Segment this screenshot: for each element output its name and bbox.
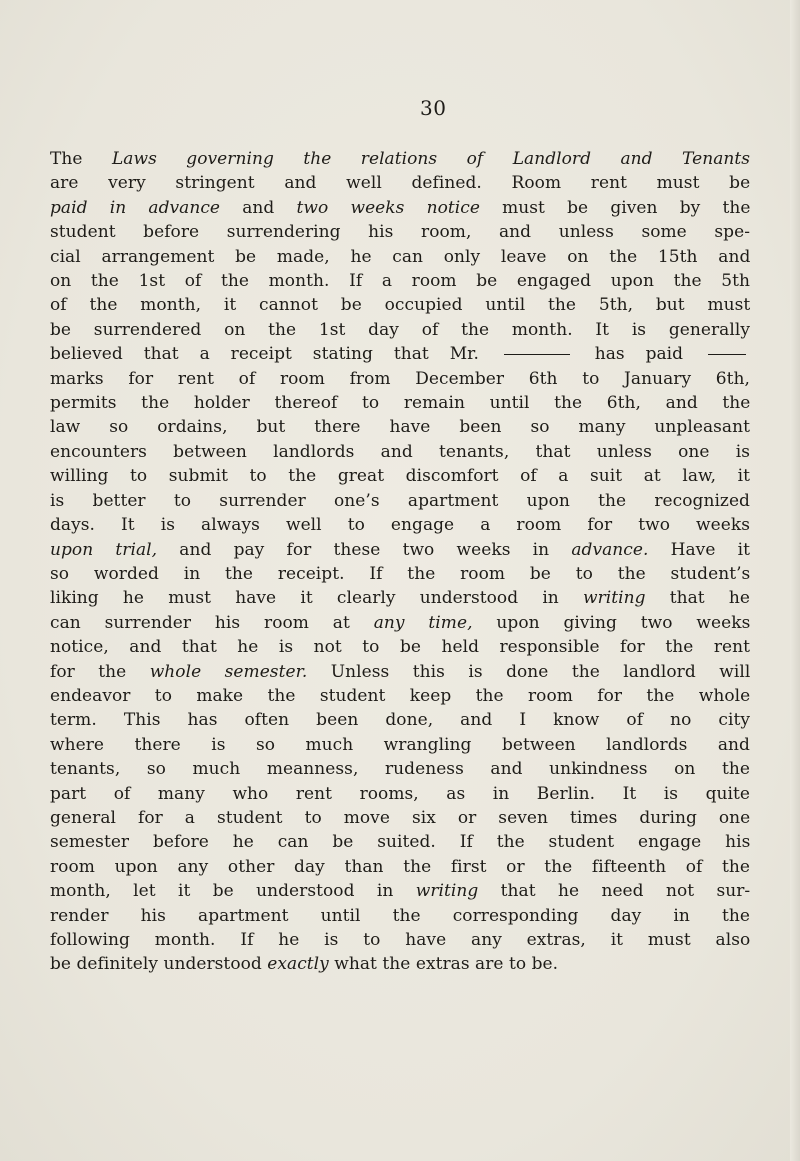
text-line: [50, 513, 750, 537]
text-run: Have it: [648, 539, 751, 560]
text-run: semester before he can be suited. If the student engage his: [50, 832, 751, 853]
text-run: days. It is always well to engage a room for two weeks: [50, 515, 750, 536]
text-run: tenants, so much meanness, rudeness and unkindness on the: [50, 759, 750, 780]
italic-text: writing: [582, 588, 646, 609]
text-run: and pay for these two weeks in: [157, 539, 572, 560]
text-run: permits the holder thereof to remain until the 6th, and the: [50, 393, 751, 414]
text-line: [50, 489, 750, 513]
text-run: term. This has often been done, and I know of no city: [50, 710, 750, 731]
page-number: 30: [420, 96, 447, 120]
text-run: believed that a receipt stating that Mr.: [50, 344, 500, 365]
text-run: render his apartment until the corresponding day in the: [50, 905, 750, 926]
text-run: endeavor to make the student keep the room for the whole: [50, 685, 751, 706]
text-run: Unless this is done the landlord will: [307, 661, 751, 682]
text-run: law so ordains, but there have been so many unpleasant: [50, 417, 750, 438]
text-line: [50, 464, 750, 488]
text-run: liking he must have it clearly understood in: [50, 588, 583, 609]
text-line: [50, 952, 750, 976]
text-line: [50, 782, 750, 806]
text-line: [50, 611, 750, 635]
text-line: [50, 757, 750, 781]
text-line: [50, 171, 750, 195]
text-line: [50, 879, 750, 903]
italic-text: upon trial,: [50, 539, 158, 560]
text-run: marks for rent of room from December 6th to January 6th,: [50, 368, 750, 389]
text-line: [50, 220, 750, 244]
text-run: cial arrangement be made, he can only leave on the 15th and: [50, 246, 751, 267]
text-line: [50, 733, 750, 757]
text-line: [50, 293, 750, 317]
text-line: [50, 562, 750, 586]
text-run: what the extras are to be.: [328, 954, 559, 975]
text-line: [50, 708, 750, 732]
text-run: room upon any other day than the first or the fifteenth of the: [50, 856, 750, 877]
blank-dash: [504, 354, 570, 355]
text-line: [50, 586, 750, 610]
text-run: part of many who rent rooms, as in Berlin. It is quite: [50, 783, 751, 804]
text-run: notice, and that he is not to be held responsible for the rent: [50, 637, 750, 658]
text-line: [50, 635, 750, 659]
italic-text: whole semester.: [149, 661, 308, 682]
text-run: for the: [50, 661, 150, 682]
text-line: [50, 269, 750, 293]
text-run: student before surrendering his room, and unless some spe-: [50, 222, 750, 243]
text-run: has paid: [573, 344, 704, 365]
text-line: [50, 855, 750, 879]
text-run: upon giving two weeks: [472, 612, 751, 633]
text-line: [50, 196, 750, 220]
text-run: willing to submit to the great discomfort of a suit at law, it: [50, 466, 750, 487]
text-line: [50, 904, 750, 928]
text-run: be definitely understood: [50, 954, 268, 975]
text-line: [50, 830, 750, 854]
text-run: encounters between landlords and tenants, that unless one is: [50, 441, 750, 462]
text-line: [50, 684, 750, 708]
text-line: [50, 318, 750, 342]
text-run: so worded in the receipt. If the room be to the student’s: [50, 563, 751, 584]
text-line: [50, 440, 750, 464]
body-paragraph: [50, 147, 750, 977]
text-run: that he need not sur-: [478, 881, 751, 902]
text-run: are very stringent and well defined. Room rent must be: [50, 173, 751, 194]
text-run: of the month, it cannot be occupied until the 5th, but must: [50, 295, 751, 316]
text-run: is better to surrender one’s apartment upon the recognized: [50, 490, 750, 511]
text-line: [50, 538, 750, 562]
text-line: [50, 367, 750, 391]
blank-dash: [708, 354, 746, 355]
text-run: must be given by the: [479, 197, 751, 218]
text-run: where there is so much wrangling between landlords and: [50, 734, 750, 755]
text-line: [50, 391, 750, 415]
text-run: The: [50, 149, 112, 169]
text-line: [50, 147, 750, 171]
text-line: [50, 660, 750, 684]
italic-text: writing: [415, 881, 479, 902]
text-line: [50, 928, 750, 952]
text-run: be surrendered on the 1st day of the month. It is generally: [50, 319, 750, 340]
text-run: and: [220, 197, 297, 218]
italic-text: exactly: [267, 954, 329, 975]
text-run: on the 1st of the month. If a room be engaged upon the 5th: [50, 271, 750, 292]
italic-text: Laws governing the relations of Landlord and Tenants: [111, 149, 751, 169]
text-run: that he: [645, 588, 750, 609]
text-line: [50, 806, 750, 830]
italic-text: advance.: [571, 539, 649, 560]
italic-text: paid in advance: [50, 197, 221, 218]
text-line: [50, 415, 750, 439]
text-run: general for a student to move six or seven times during one: [50, 807, 751, 828]
text-run: month, let it be understood in: [50, 881, 416, 902]
italic-text: any time,: [373, 612, 473, 633]
text-run: following month. If he is to have any extras, it must also: [50, 930, 751, 950]
italic-text: two weeks notice: [296, 197, 480, 218]
page-edge-shadow: [790, 0, 800, 1161]
text-run: can surrender his room at: [50, 612, 374, 633]
text-line: [50, 342, 750, 366]
text-line: [50, 245, 750, 269]
